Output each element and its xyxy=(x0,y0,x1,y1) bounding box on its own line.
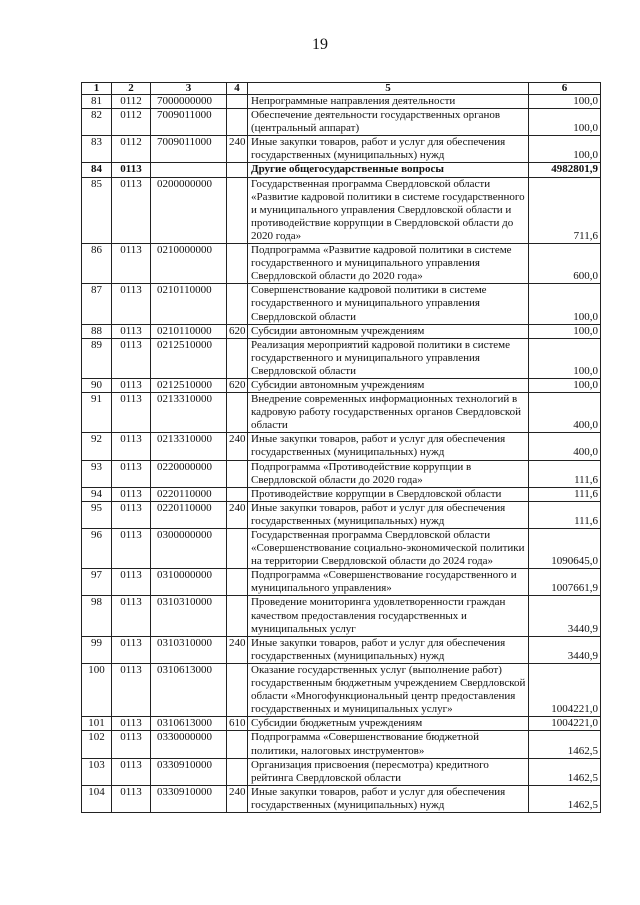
item-name-cell: Внедрение современных информационных технологий в кадровую работу государственных органов Свердловской области xyxy=(248,393,529,433)
section-code-cell: 0113 xyxy=(112,569,151,596)
target-code-cell: 7009011000 xyxy=(151,109,227,136)
row-number-cell: 104 xyxy=(82,785,112,812)
item-name-cell: Иные закупки товаров, работ и услуг для обеспечения государственных (муниципальных) нужд xyxy=(248,636,529,663)
section-code-cell: 0113 xyxy=(112,717,151,731)
table-row xyxy=(82,731,601,758)
item-name-cell: Подпрограмма «Развитие кадровой политики в системе государственного и муниципального управления Свердловской области до 2020 года» xyxy=(248,244,529,284)
header-col-3: 3 xyxy=(151,83,227,95)
row-number-cell: 91 xyxy=(82,393,112,433)
row-number-cell: 96 xyxy=(82,529,112,569)
target-code-cell: 0310613000 xyxy=(151,663,227,716)
section-code-cell: 0113 xyxy=(112,487,151,501)
table-row xyxy=(82,95,601,109)
expense-type-cell xyxy=(227,95,248,109)
item-name-cell: Непрограммные направления деятельности xyxy=(248,95,529,109)
item-name-cell: Другие общегосударственные вопросы xyxy=(248,163,529,177)
target-code-cell: 0200000000 xyxy=(151,177,227,243)
amount-cell: 1090645,0 xyxy=(529,529,601,569)
item-name-cell: Иные закупки товаров, работ и услуг для обеспечения государственных (муниципальных) нужд xyxy=(248,501,529,528)
row-number-cell: 89 xyxy=(82,338,112,378)
amount-cell: 3440,9 xyxy=(529,636,601,663)
target-code-cell: 0330000000 xyxy=(151,731,227,758)
section-code-cell: 0113 xyxy=(112,338,151,378)
amount-cell: 1462,5 xyxy=(529,758,601,785)
row-number-cell: 100 xyxy=(82,663,112,716)
item-name-cell: Совершенствование кадровой политики в системе государственного и муниципального управления Свердловской области xyxy=(248,284,529,324)
target-code-cell: 0210000000 xyxy=(151,244,227,284)
item-name-cell: Иные закупки товаров, работ и услуг для обеспечения государственных (муниципальных) нужд xyxy=(248,785,529,812)
target-code-cell: 7000000000 xyxy=(151,95,227,109)
section-code-cell: 0113 xyxy=(112,636,151,663)
expense-type-cell: 240 xyxy=(227,433,248,460)
amount-cell: 3440,9 xyxy=(529,596,601,636)
table-row xyxy=(82,569,601,596)
item-name-cell: Государственная программа Свердловской области «Развитие кадровой политики в системе государственного и муниципального управления Свердловской области и противодействие коррупции в Свердловской области до 2020 года» xyxy=(248,177,529,243)
table-row xyxy=(82,529,601,569)
expense-type-cell xyxy=(227,569,248,596)
table-row xyxy=(82,393,601,433)
item-name-cell: Иные закупки товаров, работ и услуг для обеспечения государственных (муниципальных) нужд xyxy=(248,136,529,163)
item-name-cell: Субсидии автономным учреждениям xyxy=(248,378,529,392)
section-code-cell: 0113 xyxy=(112,460,151,487)
section-code-cell: 0113 xyxy=(112,501,151,528)
amount-cell: 1462,5 xyxy=(529,731,601,758)
row-number-cell: 87 xyxy=(82,284,112,324)
header-col-4: 4 xyxy=(227,83,248,95)
target-code-cell: 0300000000 xyxy=(151,529,227,569)
table-row xyxy=(82,785,601,812)
row-number-cell: 97 xyxy=(82,569,112,596)
amount-cell: 100,0 xyxy=(529,324,601,338)
section-code-cell: 0113 xyxy=(112,284,151,324)
target-code-cell: 0212510000 xyxy=(151,338,227,378)
expense-type-cell: 240 xyxy=(227,136,248,163)
item-name-cell: Реализация мероприятий кадровой политики в системе государственного и муниципального управления Свердловской области xyxy=(248,338,529,378)
table-row xyxy=(82,177,601,243)
section-code-cell: 0113 xyxy=(112,324,151,338)
section-code-cell: 0113 xyxy=(112,163,151,177)
amount-cell: 1004221,0 xyxy=(529,717,601,731)
target-code-cell: 0310310000 xyxy=(151,596,227,636)
table-row xyxy=(82,717,601,731)
target-code-cell: 0310310000 xyxy=(151,636,227,663)
table-row xyxy=(82,460,601,487)
section-code-cell: 0112 xyxy=(112,95,151,109)
amount-cell: 111,6 xyxy=(529,460,601,487)
expense-type-cell: 620 xyxy=(227,324,248,338)
target-code-cell xyxy=(151,163,227,177)
row-number-cell: 92 xyxy=(82,433,112,460)
amount-cell: 1004221,0 xyxy=(529,663,601,716)
table-row xyxy=(82,284,601,324)
target-code-cell: 0330910000 xyxy=(151,758,227,785)
expense-type-cell xyxy=(227,284,248,324)
row-number-cell: 101 xyxy=(82,717,112,731)
row-number-cell: 86 xyxy=(82,244,112,284)
expense-type-cell xyxy=(227,663,248,716)
expense-type-cell xyxy=(227,244,248,284)
page-number: 19 xyxy=(312,36,328,53)
item-name-cell: Проведение мониторинга удовлетворенности граждан качеством предоставления государственных и муниципальных услуг xyxy=(248,596,529,636)
expense-type-cell: 240 xyxy=(227,501,248,528)
table-row xyxy=(82,338,601,378)
target-code-cell: 0220110000 xyxy=(151,487,227,501)
table-row xyxy=(82,487,601,501)
item-name-cell: Подпрограмма «Совершенствование государственного и муниципального управления» xyxy=(248,569,529,596)
row-number-cell: 99 xyxy=(82,636,112,663)
expense-type-cell xyxy=(227,758,248,785)
amount-cell: 100,0 xyxy=(529,95,601,109)
row-number-cell: 95 xyxy=(82,501,112,528)
item-name-cell: Подпрограмма «Противодействие коррупции в Свердловской области до 2020 года» xyxy=(248,460,529,487)
item-name-cell: Субсидии бюджетным учреждениям xyxy=(248,717,529,731)
item-name-cell: Государственная программа Свердловской области «Совершенствование социально-экономической политики на территории Свердловской области до 2024 года» xyxy=(248,529,529,569)
section-code-cell: 0113 xyxy=(112,378,151,392)
amount-cell: 111,6 xyxy=(529,487,601,501)
item-name-cell: Иные закупки товаров, работ и услуг для обеспечения государственных (муниципальных) нужд xyxy=(248,433,529,460)
table-body xyxy=(82,95,601,813)
row-number-cell: 88 xyxy=(82,324,112,338)
header-col-6: 6 xyxy=(529,83,601,95)
section-code-cell: 0113 xyxy=(112,529,151,569)
section-code-cell: 0113 xyxy=(112,758,151,785)
expense-type-cell: 620 xyxy=(227,378,248,392)
expense-type-cell xyxy=(227,731,248,758)
table-row xyxy=(82,433,601,460)
amount-cell: 400,0 xyxy=(529,393,601,433)
expense-type-cell xyxy=(227,163,248,177)
row-number-cell: 81 xyxy=(82,95,112,109)
amount-cell: 400,0 xyxy=(529,433,601,460)
expense-type-cell xyxy=(227,177,248,243)
target-code-cell: 0330910000 xyxy=(151,785,227,812)
row-number-cell: 98 xyxy=(82,596,112,636)
row-number-cell: 94 xyxy=(82,487,112,501)
amount-cell: 100,0 xyxy=(529,378,601,392)
target-code-cell: 7009011000 xyxy=(151,136,227,163)
target-code-cell: 0310000000 xyxy=(151,569,227,596)
amount-cell: 100,0 xyxy=(529,109,601,136)
amount-cell: 1462,5 xyxy=(529,785,601,812)
amount-cell: 711,6 xyxy=(529,177,601,243)
row-number-cell: 90 xyxy=(82,378,112,392)
expense-type-cell xyxy=(227,109,248,136)
target-code-cell: 0310613000 xyxy=(151,717,227,731)
budget-table xyxy=(81,82,601,813)
section-code-cell: 0113 xyxy=(112,244,151,284)
section-code-cell: 0113 xyxy=(112,731,151,758)
target-code-cell: 0210110000 xyxy=(151,324,227,338)
table-row xyxy=(82,109,601,136)
expense-type-cell xyxy=(227,596,248,636)
header-col-1: 1 xyxy=(82,83,112,95)
expense-type-cell: 240 xyxy=(227,785,248,812)
target-code-cell: 0220000000 xyxy=(151,460,227,487)
amount-cell: 111,6 xyxy=(529,501,601,528)
amount-cell: 100,0 xyxy=(529,284,601,324)
item-name-cell: Обеспечение деятельности государственных органов (центральный аппарат) xyxy=(248,109,529,136)
table-row xyxy=(82,596,601,636)
expense-type-cell xyxy=(227,487,248,501)
expense-type-cell xyxy=(227,338,248,378)
item-name-cell: Организация присвоения (пересмотра) кредитного рейтинга Свердловской области xyxy=(248,758,529,785)
amount-cell: 100,0 xyxy=(529,136,601,163)
table-row xyxy=(82,324,601,338)
item-name-cell: Субсидии автономным учреждениям xyxy=(248,324,529,338)
target-code-cell: 0210110000 xyxy=(151,284,227,324)
row-number-cell: 84 xyxy=(82,163,112,177)
item-name-cell: Оказание государственных услуг (выполнение работ) государственным бюджетным учреждением Свердловской области «Многофункциональный центр предоставления государственных и муниципальных услуг» xyxy=(248,663,529,716)
target-code-cell: 0212510000 xyxy=(151,378,227,392)
header-col-5: 5 xyxy=(248,83,529,95)
expense-type-cell xyxy=(227,529,248,569)
expense-type-cell: 240 xyxy=(227,636,248,663)
table-row xyxy=(82,244,601,284)
table-row xyxy=(82,636,601,663)
table-row xyxy=(82,501,601,528)
amount-cell: 4982801,9 xyxy=(529,163,601,177)
row-number-cell: 102 xyxy=(82,731,112,758)
table-header-row xyxy=(82,83,601,95)
amount-cell: 100,0 xyxy=(529,338,601,378)
table-row xyxy=(82,163,601,177)
section-code-cell: 0113 xyxy=(112,785,151,812)
target-code-cell: 0213310000 xyxy=(151,433,227,460)
table-row xyxy=(82,378,601,392)
row-number-cell: 93 xyxy=(82,460,112,487)
section-code-cell: 0113 xyxy=(112,177,151,243)
section-code-cell: 0113 xyxy=(112,393,151,433)
row-number-cell: 103 xyxy=(82,758,112,785)
table-row xyxy=(82,663,601,716)
item-name-cell: Подпрограмма «Совершенствование бюджетной политики, налоговых инструментов» xyxy=(248,731,529,758)
section-code-cell: 0113 xyxy=(112,433,151,460)
target-code-cell: 0213310000 xyxy=(151,393,227,433)
section-code-cell: 0112 xyxy=(112,109,151,136)
expense-type-cell xyxy=(227,460,248,487)
expense-type-cell: 610 xyxy=(227,717,248,731)
section-code-cell: 0112 xyxy=(112,136,151,163)
table-row xyxy=(82,136,601,163)
header-col-2: 2 xyxy=(112,83,151,95)
section-code-cell: 0113 xyxy=(112,596,151,636)
target-code-cell: 0220110000 xyxy=(151,501,227,528)
row-number-cell: 85 xyxy=(82,177,112,243)
item-name-cell: Противодействие коррупции в Свердловской области xyxy=(248,487,529,501)
row-number-cell: 83 xyxy=(82,136,112,163)
amount-cell: 1007661,9 xyxy=(529,569,601,596)
row-number-cell: 82 xyxy=(82,109,112,136)
expense-type-cell xyxy=(227,393,248,433)
amount-cell: 600,0 xyxy=(529,244,601,284)
section-code-cell: 0113 xyxy=(112,663,151,716)
table-row xyxy=(82,758,601,785)
